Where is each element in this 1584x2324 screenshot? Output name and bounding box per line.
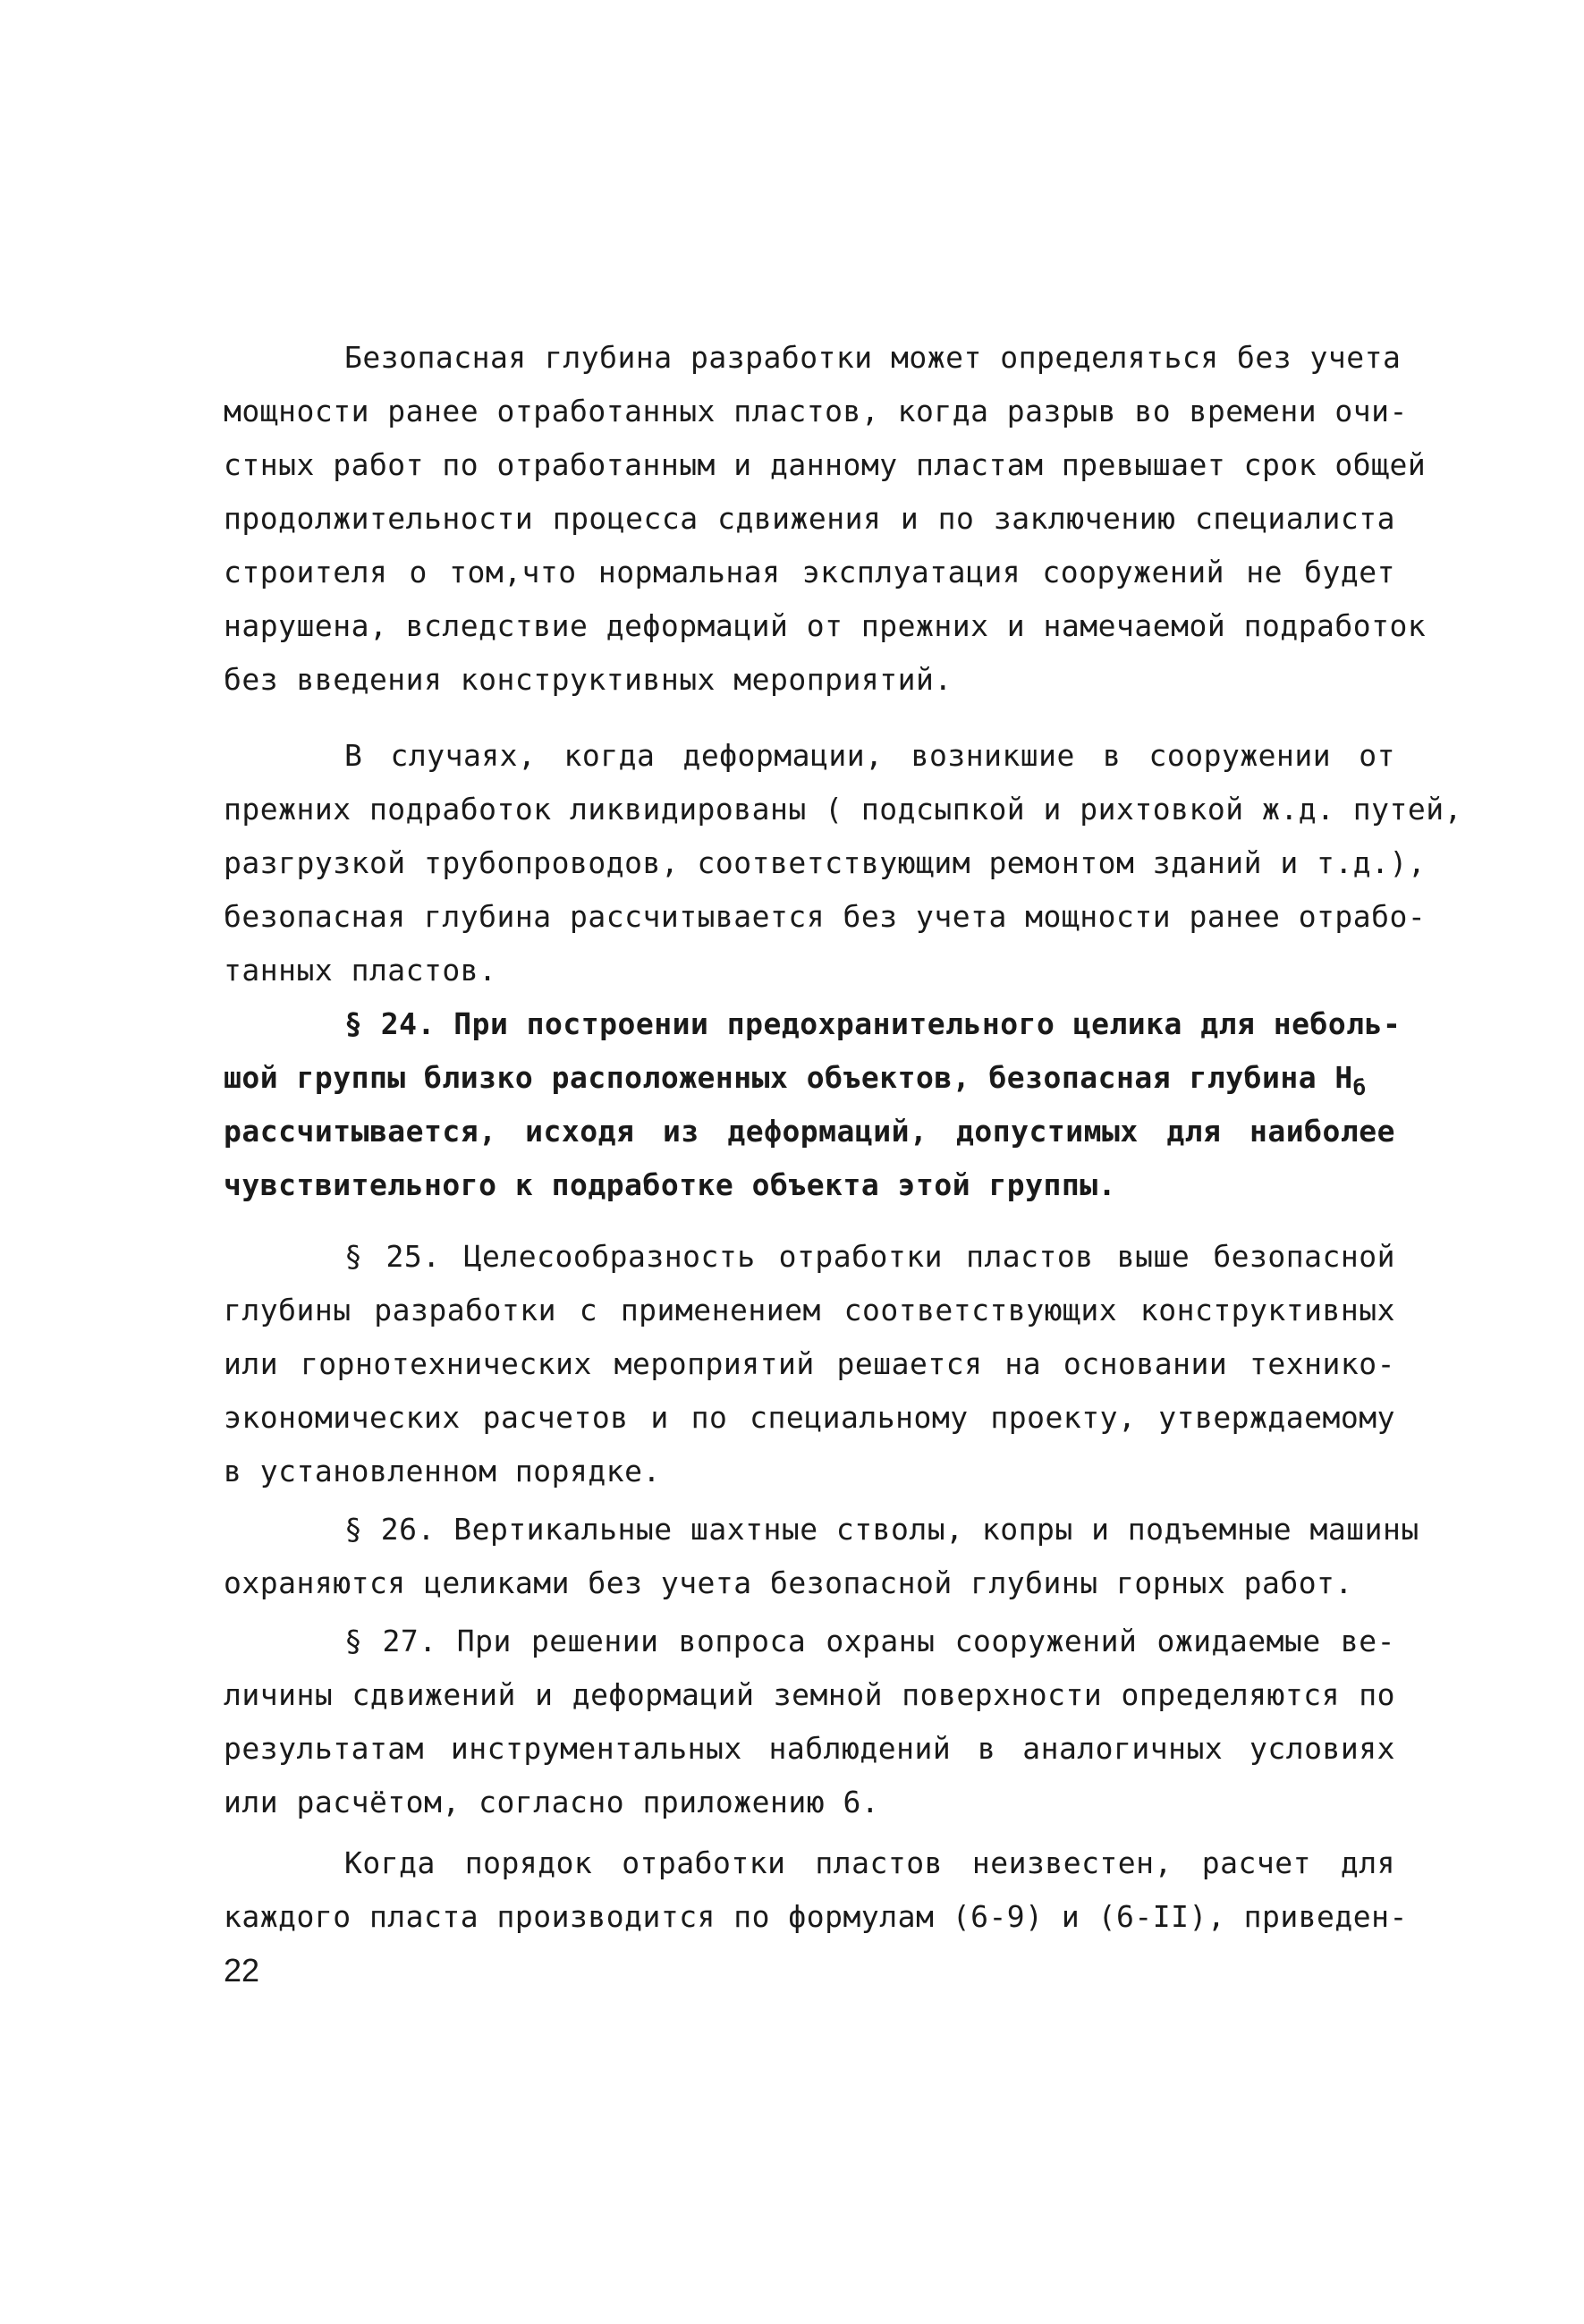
- text-line: мощности ранее отработанных пластов, когда разрыв во времени очи-: [224, 394, 1408, 428]
- subscript-b: б: [1352, 1075, 1367, 1100]
- text-line: разгрузкой трубопроводов, соответствующим ремонтом зданий и т.д.),: [224, 845, 1427, 880]
- text-line: или горнотехнических мероприятий решается на основании технико-: [224, 1346, 1395, 1381]
- text-line: § 26. Вертикальные шахтные стволы, копры и подъемные машины: [344, 1512, 1419, 1547]
- section-24-line: чувствительного к подработке объекта этой группы.: [224, 1167, 1117, 1202]
- text-line: охраняются целиками без учета безопасной глубины горных работ.: [224, 1565, 1353, 1600]
- text-line: строителя о том,что нормальная эксплуатация сооружений не будет: [224, 555, 1395, 589]
- text-line: результатам инструментальных наблюдений в аналогичных условиях: [224, 1731, 1395, 1766]
- text-line: В случаях, когда деформации, возникшие в сооружении от: [344, 738, 1395, 773]
- text-line: § 27. При решении вопроса охраны сооружений ожидаемые ве-: [344, 1624, 1395, 1658]
- text-line: прежних подработок ликвидированы ( подсыпкой и рихтовкой ж.д. путей,: [224, 792, 1463, 827]
- text-line: личины сдвижений и деформаций земной поверхности определяются по: [224, 1677, 1395, 1712]
- section-24-line: § 24. При построении предохранительного целика для неболь-: [344, 1006, 1402, 1041]
- text-line: нарушена, вследствие деформаций от прежних и намечаемой подработок: [224, 608, 1427, 643]
- text-line: танных пластов.: [224, 953, 497, 988]
- text-line: продолжительности процесса сдвижения и по заключению специалиста: [224, 501, 1395, 536]
- text-line: без введения конструктивных мероприятий.: [224, 662, 953, 697]
- text-line: экономических расчетов и по специальному проекту, утверждаемому: [224, 1400, 1395, 1435]
- text-line: в установленном порядке.: [224, 1454, 661, 1489]
- text-line: Когда порядок отработки пластов неизвестен, расчет для: [344, 1845, 1395, 1880]
- text-line: стных работ по отработанным и данному пластам превышает срок общей: [224, 447, 1427, 482]
- section-24-line: рассчитывается, исходя из деформаций, допустимых для наиболее: [224, 1114, 1395, 1149]
- text-line: Безопасная глубина разработки может определяться без учета: [344, 340, 1402, 375]
- section-24-line-text: шой группы близко расположенных объектов, безопасная глубина H: [224, 1060, 1353, 1095]
- text-line: безопасная глубина рассчитывается без учета мощности ранее отрабо-: [224, 899, 1427, 934]
- text-line: § 25. Целесообразность отработки пластов выше безопасной: [344, 1239, 1395, 1274]
- section-24-line: [224, 1060, 1395, 1106]
- text-line: каждого пласта производится по формулам (6-9) и (6-II), приведен-: [224, 1899, 1408, 1934]
- text-line: или расчётом, согласно приложению 6.: [224, 1785, 880, 1819]
- page-number: 22: [224, 1952, 260, 1989]
- text-line: глубины разработки с применением соответствующих конструктивных: [224, 1293, 1395, 1327]
